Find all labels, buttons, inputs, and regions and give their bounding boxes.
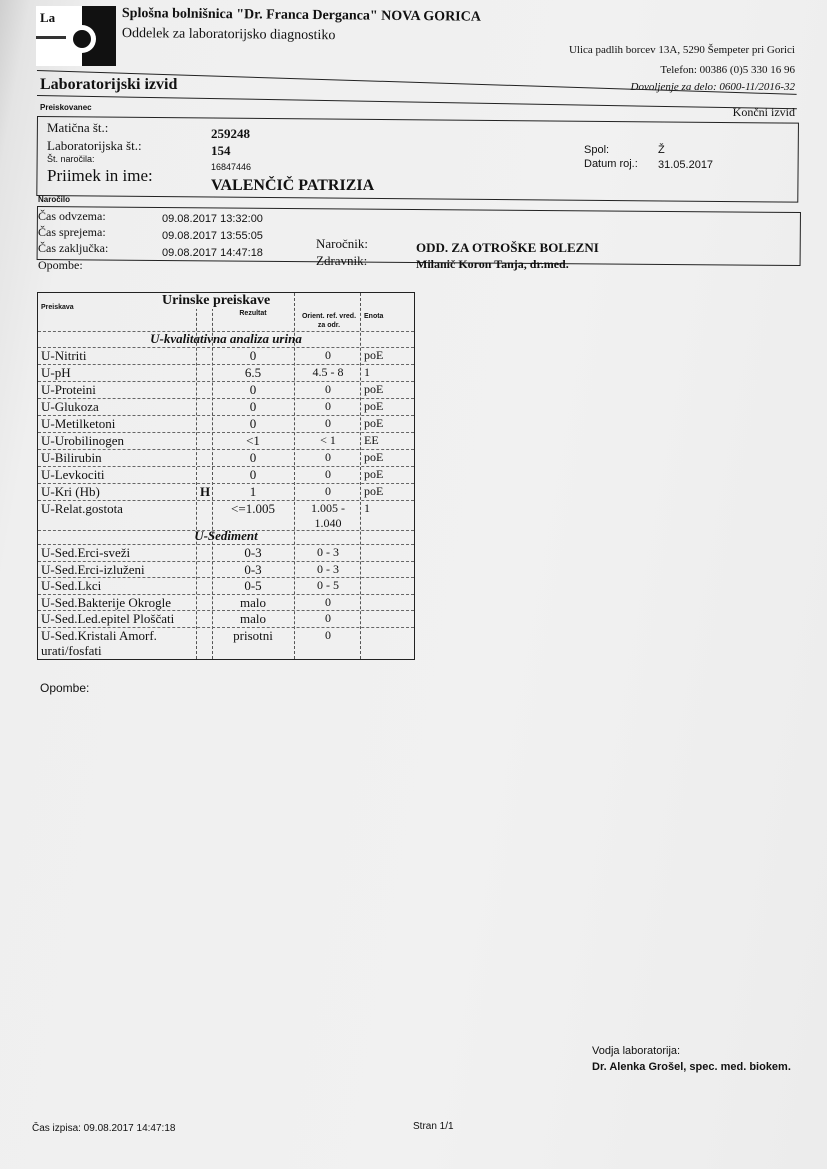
reference-range: 0 bbox=[325, 627, 331, 642]
name-label: Priimek in ime: bbox=[47, 166, 153, 185]
unit: poE bbox=[364, 382, 384, 396]
test-name: U-Metilketoni bbox=[41, 416, 116, 431]
flag-high: H bbox=[199, 484, 211, 499]
final-report-label: Končni izvid bbox=[732, 105, 795, 119]
result-value: 1 bbox=[249, 484, 257, 499]
reference-range: 0 bbox=[325, 467, 331, 481]
footer-notes-label: Opombe: bbox=[40, 681, 90, 695]
hospital-name: Splošna bolnišnica "Dr. Franca Derganca" NOVA GORICA bbox=[121, 6, 481, 25]
orderer-value: ODD. ZA OTROŠKE BOLEZNI bbox=[416, 240, 599, 255]
test-name: U-Sed.Kristali Amorf. bbox=[41, 627, 157, 643]
test-name: U-Nitriti bbox=[41, 348, 87, 363]
maticna-value: 259248 bbox=[211, 126, 250, 141]
result-value: 0-5 bbox=[244, 578, 262, 593]
result-value: 0-3 bbox=[244, 561, 262, 577]
col-header-unit: Enota bbox=[364, 313, 384, 320]
orderer-label: Naročnik: bbox=[316, 236, 368, 251]
unit: poE bbox=[364, 484, 384, 498]
print-time: Čas izpisa: 09.08.2017 14:47:18 bbox=[32, 1123, 176, 1134]
sex-label: Spol: bbox=[584, 144, 610, 156]
completed-value: 09.08.2017 14:47:18 bbox=[162, 247, 263, 259]
col-header-ref: Orient. ref. vred. bbox=[301, 313, 357, 320]
order-notes-label: Opombe: bbox=[38, 258, 83, 272]
lab-number-label: Laboratorijska št.: bbox=[47, 138, 142, 153]
result-value: 6.5 bbox=[244, 365, 262, 380]
result-value: 0-3 bbox=[244, 545, 262, 560]
result-value: 0 bbox=[249, 399, 257, 414]
result-value: malo bbox=[240, 594, 266, 610]
logo-text: La bbox=[40, 10, 56, 25]
doctor-label: Zdravnik: bbox=[316, 253, 368, 268]
test-name: U-Levkociti bbox=[41, 467, 105, 482]
result-value: malo bbox=[240, 611, 266, 626]
test-name: U-Kri (Hb) bbox=[41, 484, 100, 499]
test-name: U-Sed.Lkci bbox=[41, 578, 102, 593]
lab-head-label: Vodja laboratorija: bbox=[592, 1045, 681, 1057]
patient-section-label: Preiskovanec bbox=[40, 103, 92, 112]
maticna-label: Matična št.: bbox=[47, 120, 109, 135]
reference-range: < 1 bbox=[320, 433, 336, 447]
results-table bbox=[37, 292, 415, 660]
test-name: U-Glukoza bbox=[41, 399, 99, 414]
doctor-value: Milanič Koron Tanja, dr.med. bbox=[416, 257, 569, 271]
test-name: U-Sed.Erci-sveži bbox=[41, 545, 131, 560]
order-section-label: Naročilo bbox=[38, 195, 71, 204]
reference-range: 0 bbox=[325, 611, 331, 625]
test-name: U-Urobilinogen bbox=[41, 433, 125, 448]
unit: EE bbox=[364, 433, 379, 447]
reference-range: 4.5 - 8 bbox=[312, 365, 344, 379]
reference-range: 0 bbox=[325, 399, 331, 413]
reference-range: 0 bbox=[325, 450, 331, 464]
unit: poE bbox=[364, 416, 384, 430]
result-value: 0 bbox=[249, 416, 257, 431]
unit: poE bbox=[364, 348, 384, 362]
collected-value: 09.08.2017 13:32:00 bbox=[162, 213, 263, 225]
test-name: U-Sed.Led.epitel Ploščati bbox=[41, 611, 175, 626]
report-title: Laboratorijski izvid bbox=[40, 76, 178, 93]
reference-range: 0 bbox=[325, 382, 331, 396]
results-title: Urinske preiskave bbox=[158, 293, 274, 309]
unit: poE bbox=[364, 467, 384, 481]
reference-range: 0 - 5 bbox=[317, 578, 339, 592]
collected-label: Čas odvzema: bbox=[38, 209, 106, 223]
test-name: U-Proteini bbox=[41, 382, 96, 397]
page-number: Stran 1/1 bbox=[413, 1121, 454, 1132]
license: Dovoljenje za delo: 0600-11/2016-32 bbox=[630, 81, 795, 93]
col-header-result: Rezultat bbox=[239, 310, 267, 317]
result-value: prisotni bbox=[233, 627, 273, 643]
dob-label: Datum roj.: bbox=[584, 158, 638, 170]
completed-label: Čas zaključka: bbox=[38, 241, 109, 255]
phone: Telefon: 00386 (0)5 330 16 96 bbox=[660, 64, 795, 76]
col-header-ref-2: za odr. bbox=[317, 322, 341, 329]
test-name: urati/fosfati bbox=[41, 642, 102, 658]
result-value: 0 bbox=[249, 450, 257, 465]
unit: poE bbox=[364, 399, 384, 413]
header-line-bottom bbox=[37, 95, 797, 109]
result-value: <=1.005 bbox=[231, 501, 275, 516]
reference-range: 1.040 bbox=[314, 516, 342, 530]
reference-range: 0 bbox=[325, 484, 331, 498]
order-number-value: 16847446 bbox=[211, 162, 252, 172]
reference-range: 0 bbox=[325, 594, 331, 609]
unit: poE bbox=[364, 450, 384, 464]
reference-range: 1.005 - bbox=[311, 501, 345, 515]
reference-range: 0 bbox=[325, 348, 331, 362]
reference-range: 0 bbox=[325, 416, 331, 430]
result-value: 0 bbox=[249, 467, 257, 482]
address: Ulica padlih borcev 13A, 5290 Šempeter pri Gorici bbox=[568, 44, 795, 56]
reference-range: 0 - 3 bbox=[317, 561, 339, 576]
lab-head-name: Dr. Alenka Grošel, spec. med. biokem. bbox=[592, 1061, 791, 1073]
lab-number-value: 154 bbox=[211, 143, 231, 158]
patient-name: VALENČIČ PATRIZIA bbox=[211, 177, 375, 194]
section-sediment: U-Sediment bbox=[194, 528, 258, 543]
hospital-logo bbox=[36, 6, 116, 66]
department-name: Oddelek za laboratorijsko diagnostiko bbox=[121, 26, 336, 44]
test-name: U-Relat.gostota bbox=[41, 501, 123, 516]
section-qualitative: U-kvalitativna analiza urina bbox=[150, 331, 302, 346]
test-name: U-pH bbox=[41, 365, 71, 380]
test-name: U-Sed.Erci-izluženi bbox=[41, 561, 145, 577]
unit: 1 bbox=[364, 501, 370, 515]
unit: 1 bbox=[364, 365, 370, 379]
reference-range: 0 - 3 bbox=[317, 545, 339, 559]
order-number-label: Št. naročila: bbox=[47, 154, 95, 164]
result-value: 0 bbox=[249, 382, 257, 397]
result-value: <1 bbox=[246, 433, 260, 448]
received-label: Čas sprejema: bbox=[38, 225, 106, 239]
dob-value: 31.05.2017 bbox=[658, 159, 714, 171]
test-name: U-Bilirubin bbox=[41, 450, 102, 465]
col-header-test: Preiskava bbox=[41, 304, 74, 311]
test-name: U-Sed.Bakterije Okrogle bbox=[41, 594, 171, 610]
received-value: 09.08.2017 13:55:05 bbox=[162, 230, 263, 242]
result-value: 0 bbox=[249, 348, 257, 363]
sex-value: Ž bbox=[658, 144, 665, 156]
